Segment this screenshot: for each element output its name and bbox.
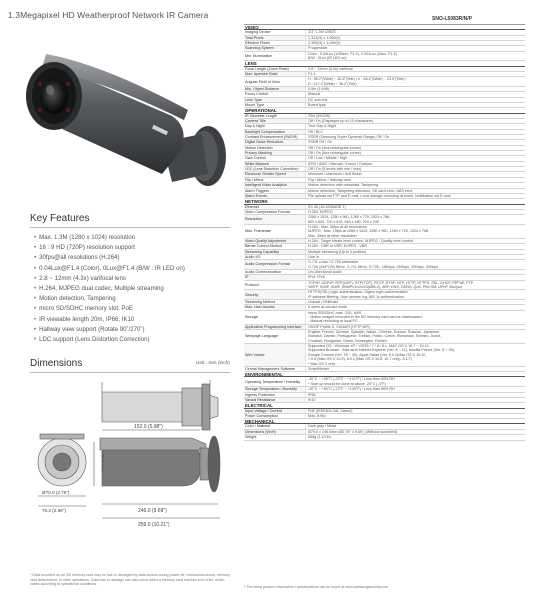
spec-value: 1,305(H) x 1,049(V) [308,40,341,45]
spec-key: Bitrate Control Method [244,244,306,248]
spec-value: DC auto iris [308,97,328,102]
spec-row [244,290,525,300]
spec-key: Focal Length (Zoom Ratio) [244,67,306,71]
spec-row [244,260,525,270]
spec-value: G.711 u-law / G.726 selectable G.726 (ADPCM) 8KHz, G.711 8KHz, G.726 : 16Kbps, 24Kbps, 32Kbps, 40Kbps [308,260,439,269]
spec-value: Supported OS : Windows XP / VISTA / 7 / 8 / 8.1, MAC OS X 10.7 ~ 10.10 Supported Browser : Microsoft Internet Explorer (Ver. 8 ~ 11), Mozilla Firefox (Ver. 9 ~ 35), Google Chrome (Ver. 15 ~ 40), Apple Safari (Ver. 6.0.2(Mac OS X 10.10, 7.0.6 (Mac OS X 10.9), 6.0.2 (Mac OS X 10.8, 10.7 only), 5.1.7) * Mac OS X only [308,344,455,366]
spec-key: Vandal Resistance [244,398,306,402]
spec-key: Min. Object Distance [244,87,306,91]
spec-value: H.264 : Max. 30fps at all resolutions MJPEG : Max. 15fps at 1280 x 1024, 1280 x 960, 1280 x 720, 1024 x 768, Max. 30fps at other resolution [308,224,430,238]
spec-key: Storage Temperature / Humidity [244,387,306,391]
spec-section-mechanical: MECHANICAL [244,419,525,424]
spec-key: Ethernet [244,205,306,209]
spec-value: 20m (65.62ft) [308,113,330,118]
spec-key: Resolution [244,215,306,224]
key-features-divider [30,227,230,228]
dim-label-len2: 259.0 (10.21") [138,522,170,528]
feature-item: • LDC support (Lens Distortion Correction) [34,335,234,345]
spec-row [244,344,525,367]
spec-value: 1,312(H) x 1,069(V) [308,35,341,40]
spec-value: Motion detection with metadata, Tampering [308,183,379,188]
spec-key: Protocol [244,281,306,290]
spec-key: IP [244,275,306,279]
spec-value: English, French, German, Spanish, Italian, Chinese, Korean, Russian, Japanese, Swedish, Danish, Portuguese, Turkish, Polish, Czech, Rumanian, Serbian, Dutch, Croatian, Hungarian, Greek, Norwegian, Finnish [308,330,442,343]
spec-value: Off / On (Displayed up to 15 characters) [308,119,374,124]
spec-key: Alarm Events [244,194,306,198]
spec-value: True Day & Night [308,124,337,129]
spec-key: Backlight Compensation [244,130,306,134]
spec-key: Audio Compression Format [244,260,306,269]
spec-key: Application Programming Interface [244,325,306,329]
spec-key: Contrast Enhancement (SWDR) [244,135,306,139]
spec-row [244,281,525,291]
spec-key: White Balance [244,162,306,166]
spec-key: Security [244,290,306,299]
spec-section-lens: LENS [244,61,525,66]
spec-value: 0.5m (1.64ft) [308,87,329,92]
spec-key: Input Voltage / Current [244,409,306,413]
spec-key: Webpage Language [244,330,306,343]
spec-key: Mount Type [244,103,306,107]
spec-key: IR Viewable Length [244,114,306,118]
spec-model-header [244,14,525,25]
spec-value: H.264, MJPEG [308,209,333,214]
spec-value: SSNR Off / On [308,140,333,145]
spec-value: ONVIF Profile S, SUNAPI (HTTP API) [308,324,370,329]
spec-value: H.264 : CBR or VBR, MJPEG : VBR [308,244,368,249]
dim-label-height: 77.0 (3.03") [100,451,105,472]
spec-value: RJ-45 (10/100BASE-T) [308,204,346,209]
spec-value: File upload via FTP and E-mail, Local storage recording at event, Notification via E-mail [308,193,451,198]
spec-value: Off / On (4ea rectangular zones) [308,145,361,150]
spec-key: Max. User Access [244,305,306,309]
spec-key: Audio Communication [244,270,306,274]
spec-key: Intelligent Video Analytics [244,183,306,187]
spec-value: H : 98.2˚(Wide) ~ 26.6˚(Tele) / V : 68.4˚(Wide) ~ 23.0˚(Tele) / D : 117.3˚(Wide) ~ 36.2˚(Tele) [308,77,407,86]
spec-key: Day & Night [244,124,306,128]
spec-key: Operating Temperature / Humidity [244,377,306,386]
spec-key: Central Management Software [244,367,306,371]
spec-key: Focus Control [244,92,306,96]
footnote-sd-card: * Data recorded on an SD memory card may be lost or damaged by data access during power off, mechanical shock, memory card detachment, or other operations. Data loss or damage can also occur when a memory card reaches end of life, which varies according to operational conditions. [30,573,230,587]
spec-key: Max. Aperture Ratio [244,72,306,76]
spec-key: Min. Illumination [244,52,306,61]
spec-value: Off / On (5 levels with min / max) [308,167,362,172]
feature-item: • Motion detection, Tampering [34,294,234,304]
feature-item: • Max. 1.3M (1280 x 1024) resolution [34,233,234,243]
spec-value: Off / BLC [308,129,324,134]
spec-value: 1280 x 1024, 1280 x 960, 1280 x 720, 1024 x 768, 800 x 600, 720 x 576, 640 x 480, 320 x 240 [308,215,391,224]
spec-key: Angular Field of View [244,77,306,86]
spec-section-network: NETWORK [244,199,525,204]
spec-row [244,311,525,325]
spec-key: Effective Pixels [244,41,306,45]
spec-value: Manual [308,92,321,97]
spec-value: Minimum / Maximum / Anti flicker [308,172,362,177]
spec-key: Total Pixels [244,36,306,40]
feature-item: • 2.8 ~ 12mm (4.3x) varifocal lens [34,274,234,284]
model-number: SNO-L5083R/N/P [432,16,473,22]
spec-key: Privacy Masking [244,151,306,155]
camera-product-image [12,24,230,204]
spec-key: Video Compression Format [244,210,306,214]
spec-value: IK10 [308,397,316,402]
spec-key: Video Quality Adjustment [244,239,306,243]
spec-section-video: VIDEO [244,25,525,30]
spec-value: Multiple streaming (Up to 3 profiles) [308,249,367,254]
spec-value: Uni-directional audio [308,269,342,274]
spec-value: micro SD/SDHC max. 32G, NAS - Motion images recorded in the SD memory card can be downloaded. - Manual recording at local PC [308,310,423,324]
dimensions-heading: Dimensions [30,358,83,369]
spec-row [244,77,525,87]
spec-value: Motion detection, Tampering detection, SD card error, NAS error [308,188,413,193]
dimension-drawing [22,378,232,548]
spec-key: LDC (Lens Distortion Correction) [244,167,306,171]
spec-key: Weight [244,435,306,439]
spec-value: IPv4, IPv6 [308,275,325,280]
feature-item: • Hallway view support (Rotate 90˚/270˚) [34,325,234,335]
spec-value: Ø70.0 x 246.0mm (Ø2.76" x 9.69") (Without sunshield) [308,429,398,434]
spec-key: Imaging Device [244,30,306,34]
spec-row [244,225,525,239]
spec-row [244,215,525,225]
spec-row [244,377,525,387]
key-features-heading: Key Features [30,213,90,224]
dim-label-len1: 246.0 (9.69") [138,508,167,514]
spec-key: Motion Detection [244,146,306,150]
spec-value: Unicast / Multicast [308,300,338,305]
spec-value: 1/3" 1.3M CMOS [308,30,336,35]
spec-value: 655g (1.43 lb) [308,435,331,440]
spec-key: Audio I/O [244,255,306,259]
spec-value: -30°C ~ +60°C (-22°F ~ +140°F) / Less than 90% RH [308,387,395,392]
spec-value: 2.8 ~ 12mm (4.3x) varifocal [308,66,353,71]
spec-key: Electronic Shutter Speed [244,172,306,176]
spec-value: ATW / AWC / Manual / Indoor / Outdoor [308,161,373,166]
spec-value: Off / Low / Middle / High [308,156,348,161]
spec-value: F1.4 [308,72,316,76]
spec-section-electrical: ELECTRICAL [244,403,525,408]
spec-key: Ingress Protection [244,393,306,397]
spec-value: Line in [308,254,319,259]
spec-table-body [244,25,525,441]
spec-key: Power Consumption [244,414,306,418]
spec-value: PoE (IEEE802.3af, Class2) [308,408,353,413]
feature-item: • 30fps@all resolutions (H.264) [34,253,234,263]
spec-key: Gain Control [244,156,306,160]
spec-key: Streaming Capability [244,250,306,254]
dim-label-front-w: 75.2 (2.96") [42,508,66,513]
spec-value: TCP/IP, UDP/IP, RTP(UDP), RTP(TCP), RTCP, RTSP, NTP, HTTP, HTTPS, SSL, DHCP, PPPoE, FTP, SMTP, ICMP, IGMP, SNMPv1/v2c/v3(MIB-2), ARP, DNS, DDNS, QoS, PIM-SM, UPnP, Bonjour [308,280,474,289]
dim-label-front-d: Ø70.0 (2.76") [42,490,70,495]
feature-item: • 0.04Lux@F1.4 (Color), 0Lux@F1.4 (B/W : IR LED on) [34,264,234,274]
spec-value: HTTPS(SSL) login authentication, Digest login authentication IP address filtering, User access log, 802.1x authentication [308,290,408,299]
spec-key: Max. Framerate [244,225,306,238]
feature-item: • micro SD/SDHC memory slot, PoE [34,304,234,314]
spec-table [244,14,525,441]
spec-key: Dimensions (WxH) [244,430,306,434]
spec-key: Web Viewer [244,344,306,366]
spec-value: IP66 [308,392,316,397]
spec-key: Lens Type [244,98,306,102]
dim-label-top: 152.0 (5.98") [134,424,163,430]
spec-row [244,52,525,62]
spec-key: Alarm Triggers [244,189,306,193]
feature-item: • 16 : 9 HD (720P) resolution support [34,243,234,253]
spec-value: SSDR (Samsung Super Dynamic Range) Off / On [308,135,390,140]
spec-value: Flip / Mirror / Hallway view [308,177,352,182]
spec-value: H.264 : Target bitrate level control, MJPEG : Quality level control [308,238,414,243]
feature-item: • H.264, MJPEG dual codec, Multiple streaming [34,284,234,294]
footnote-latest-info: * The latest product information / specifications can be found at www.samsungsecurity.com [244,585,389,589]
spec-value: -30°C ~ +55°C (-22°F ~ +131°F) / Less than 90% RH * Start up should be done at above -20°C (-4°F) [308,377,395,386]
spec-value: Progressive [308,46,328,51]
spec-key: Flip / Mirror [244,178,306,182]
spec-key: Storage [244,311,306,324]
page-title: 1.3Megapixel HD Weatherproof Network IR Camera [8,10,209,20]
spec-value: Color : 0.04Lux (1/30sec, F1.4), 0.001Lux (2sec, F1.4) B/W : 0Lux (IR LED on) [308,51,397,61]
spec-key: Streaming Method [244,300,306,304]
dimensions-divider [30,372,230,373]
spec-value: SmartViewer [308,366,330,371]
spec-key: Color / Material [244,424,306,428]
spec-section-operational: OPERATIONAL [244,108,525,113]
feature-item: • IR viewable length 20m, IP66, IK10 [34,315,234,325]
spec-row [244,435,525,440]
spec-key: Scanning System [244,46,306,50]
spec-section-environmental: ENVIRONMENTAL [244,372,525,377]
key-features-list [34,233,234,345]
spec-key: Digital Noise Reduction [244,140,306,144]
spec-value: Board type [308,103,326,108]
spec-value: 6 users at unicast mode [308,305,348,310]
spec-value: Off / On (6ea rectangular zones) [308,151,361,156]
spec-value: Max. 5.9W [308,413,326,418]
spec-row [244,330,525,344]
spec-key: Camera Title [244,119,306,123]
dimensions-unit: Unit : mm (inch) [196,361,230,366]
spec-value: Dark gray / Metal [308,424,337,429]
